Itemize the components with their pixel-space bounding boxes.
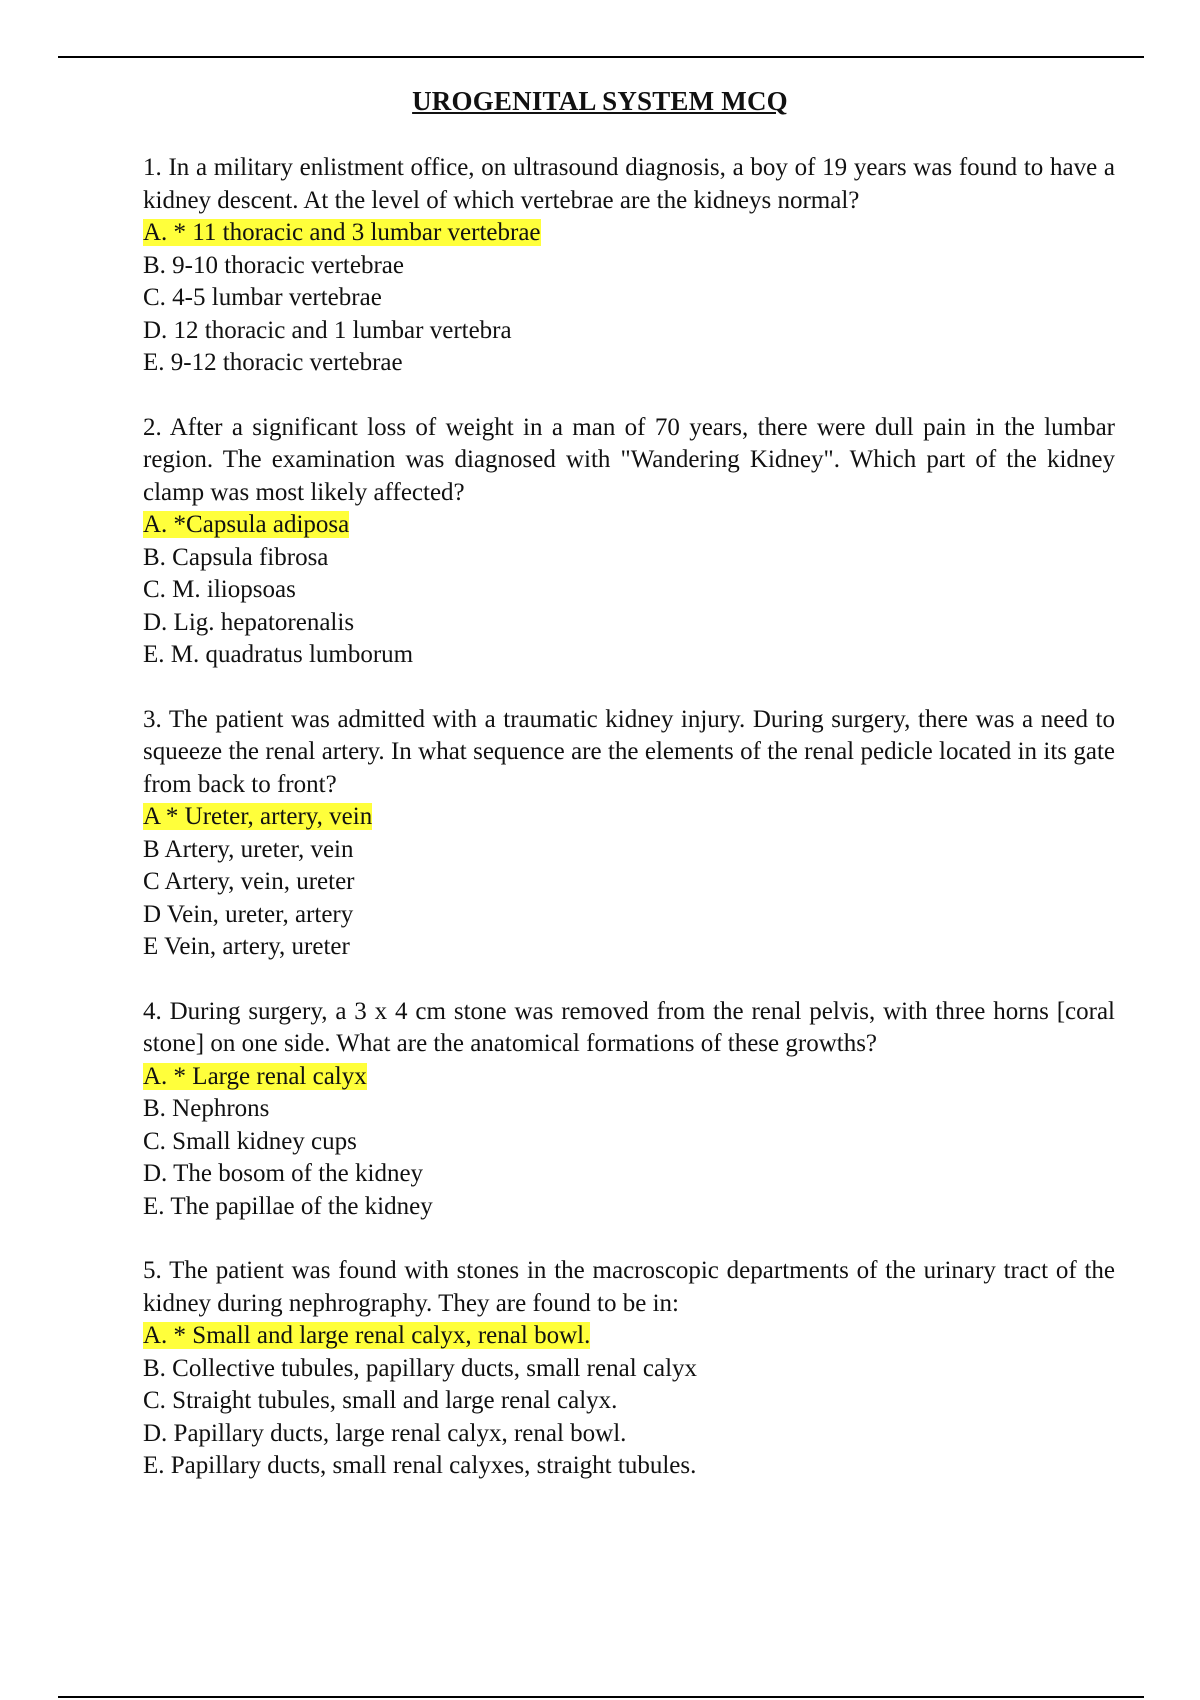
question-1 [143,152,1115,380]
answer-option: E Vein, artery, ureter [143,933,350,960]
question-5 [143,1255,1115,1483]
answer-option-correct [143,217,1115,250]
highlighted-answer: A * Ureter, artery, vein [143,803,373,830]
answer-option: C Artery, vein, ureter [143,868,355,895]
question-stem: 2. After a significant loss of weight in a man of 70 years, there were dull pain in the lumbar region. The examination was diagnosed with "Wandering Kidney". Which part of the kidney clamp was most likely affected? [143,413,1115,506]
answer-option-correct [143,509,1115,542]
answer-option: B Artery, ureter, vein [143,835,354,863]
highlighted-answer: A. * Large renal calyx [143,1062,367,1090]
answer-option: E. Papillary ducts, small renal calyxes, straight tubules. [143,1452,697,1479]
answer-option: E. 9-12 thoracic vertebrae [143,349,403,376]
question-stem: 4. During surgery, a 3 x 4 cm stone was removed from the renal pelvis, with three horns [coral stone] on one side. What are the anatomical formations of these growths? [143,997,1115,1057]
page-title: UROGENITAL SYSTEM MCQ [412,86,788,116]
answer-option: D. 12 thoracic and 1 lumbar vertebra [143,316,512,344]
answer-option: B. 9-10 thoracic vertebrae [143,251,404,279]
question-3 [143,704,1115,964]
question-2 [143,412,1115,672]
bottom-rule [58,1696,1144,1698]
answer-option: B. Nephrons [143,1095,270,1122]
answer-option: B. Collective tubules, papillary ducts, small renal calyx [143,1354,698,1382]
answer-option: D. Papillary ducts, large renal calyx, renal bowl. [143,1419,627,1447]
answer-option: D. Lig. hepatorenalis [143,608,355,636]
answer-option: C. Small kidney cups [143,1127,357,1155]
question-4 [143,996,1115,1224]
answer-option: D Vein, ureter, artery [143,900,354,928]
highlighted-answer: A. * 11 thoracic and 3 lumbar vertebrae [143,219,541,246]
answer-option: B. Capsula fibrosa [143,543,329,571]
top-rule [58,56,1144,58]
highlighted-answer: A. *Capsula adiposa [143,511,350,538]
answer-option-correct [143,1320,1115,1353]
answer-option: D. The bosom of the kidney [143,1160,424,1187]
answer-option-correct [143,801,1115,834]
question-stem: 1. In a military enlistment office, on ultrasound diagnosis, a boy of 19 years was found to have a kidney descent. At the level of which vertebrae are the kidneys normal? [143,154,1115,214]
answer-option: C. 4-5 lumbar vertebrae [143,284,382,311]
question-stem: 5. The patient was found with stones in the macroscopic departments of the urinary tract of the kidney during nephrography. They are found to be in: [143,1257,1115,1317]
question-list [143,152,1115,1515]
answer-option: C. M. iliopsoas [143,576,296,603]
question-stem: 3. The patient was admitted with a traumatic kidney injury. During surgery, there was a need to squeeze the renal artery. In what sequence are the elements of the renal pedicle located in its gate from back to front? [143,705,1115,798]
answer-option: C. Straight tubules, small and large renal calyx. [143,1387,618,1414]
answer-option: E. M. quadratus lumborum [143,641,414,668]
answer-option: E. The papillae of the kidney [143,1192,433,1220]
answer-option-correct [143,1061,1115,1094]
highlighted-answer: A. * Small and large renal calyx, renal bowl. [143,1322,591,1349]
